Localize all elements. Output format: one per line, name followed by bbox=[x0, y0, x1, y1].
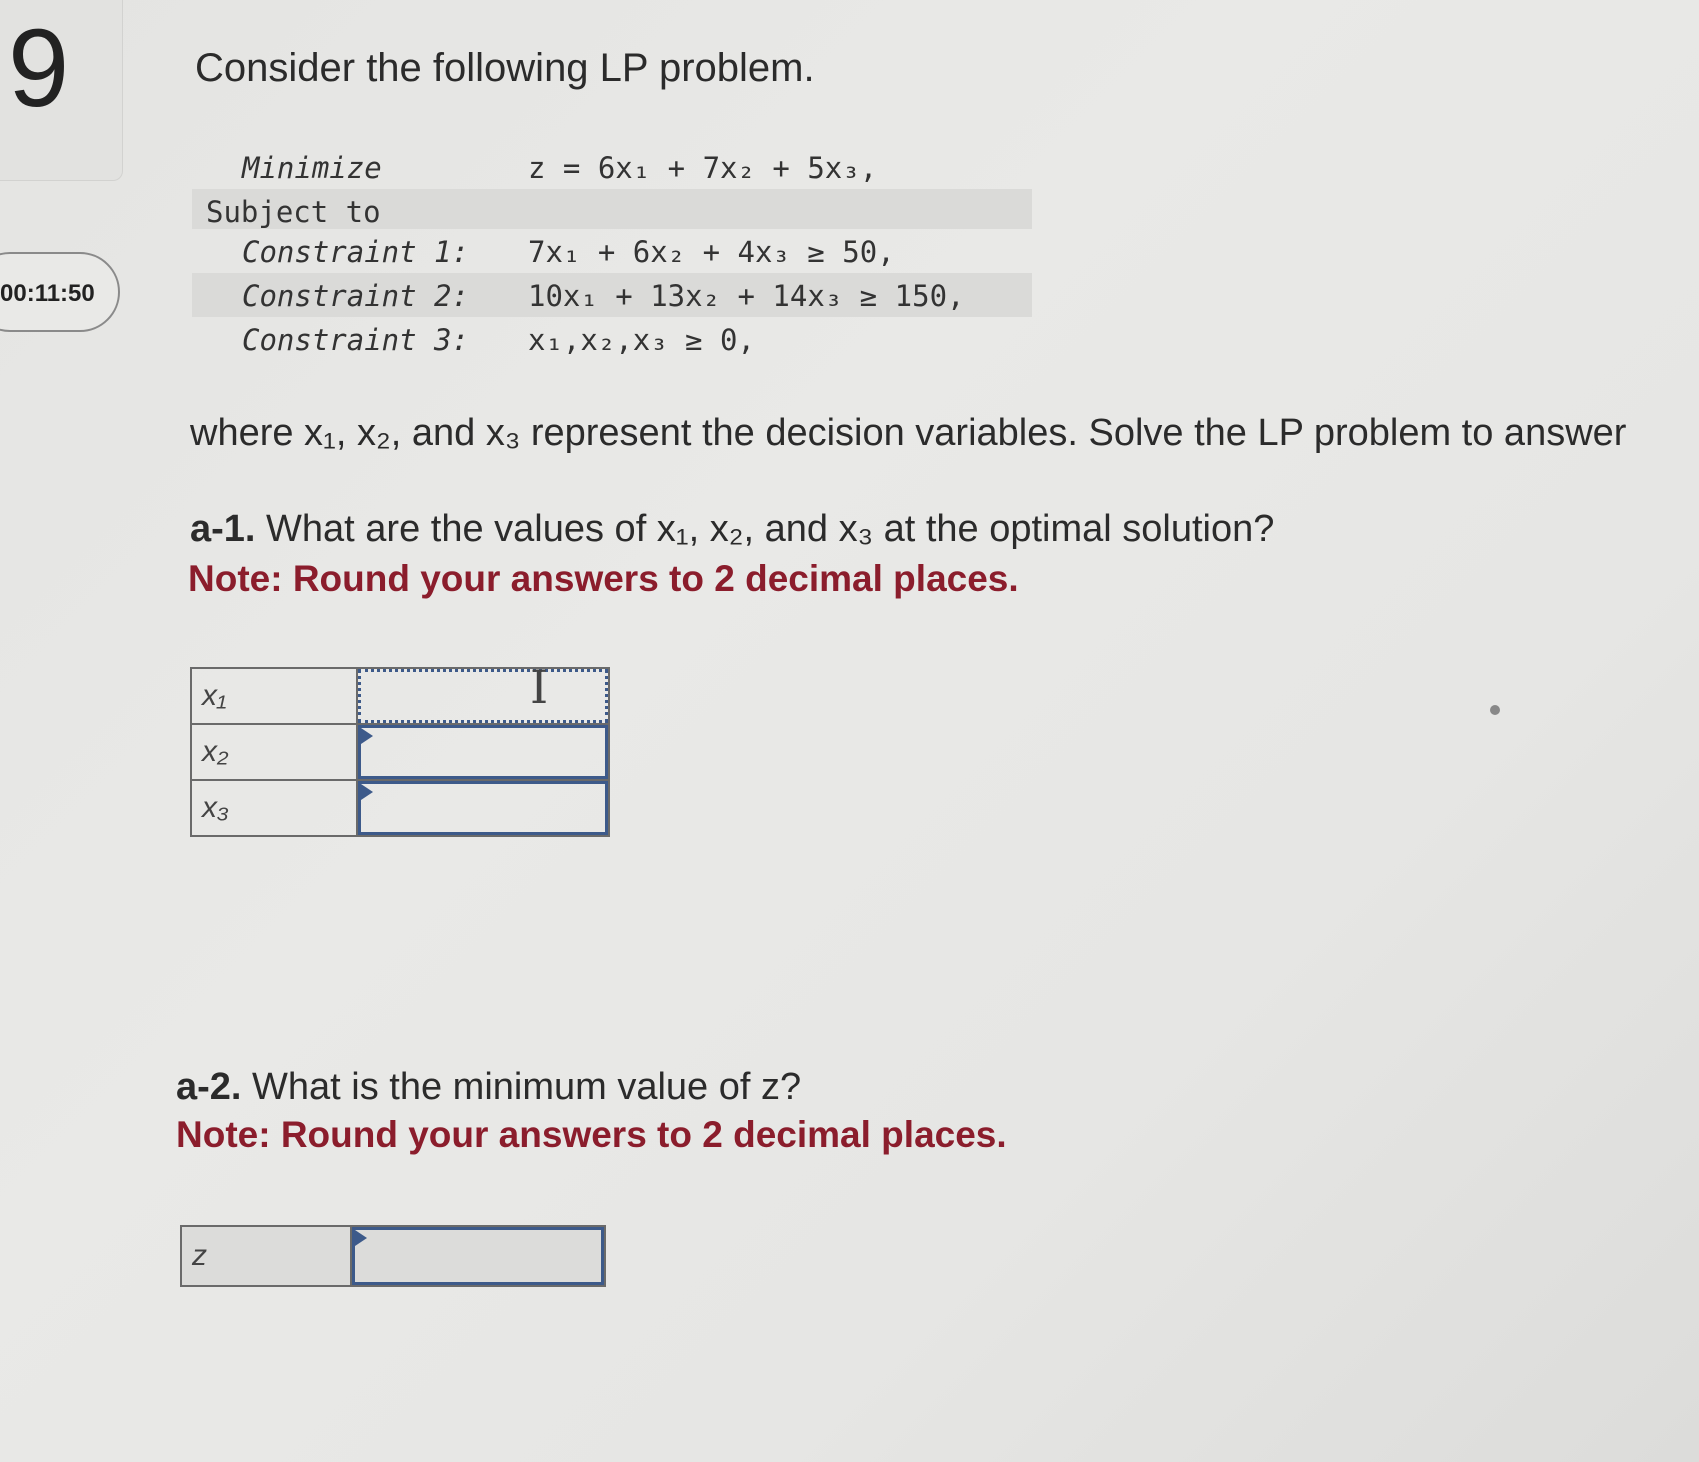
answer-cell bbox=[357, 724, 609, 780]
constraint-expression: 7x₁ + 6x₂ + 4x₃ ≥ 50, bbox=[528, 235, 895, 269]
variable-label: x₁ bbox=[191, 668, 357, 724]
flag-icon bbox=[355, 1230, 367, 1246]
part-a2-question bbox=[176, 1066, 801, 1109]
table-row bbox=[181, 1226, 605, 1286]
lp-formulation bbox=[192, 145, 1032, 361]
z-input[interactable] bbox=[352, 1227, 604, 1285]
constraint-label: Constraint 3: bbox=[242, 323, 469, 357]
screen-dot bbox=[1490, 705, 1500, 715]
problem-description: where x₁, x₂, and x₃ represent the decision variables. Solve the LP problem to answer bbox=[190, 412, 1627, 454]
part-a2-text: What is the minimum value of z? bbox=[241, 1066, 802, 1108]
table-row bbox=[191, 724, 609, 780]
variable-label: x₃ bbox=[191, 780, 357, 836]
timer bbox=[0, 252, 120, 332]
subject-to-label: Subject to bbox=[206, 195, 381, 229]
flag-icon bbox=[361, 784, 373, 800]
table-row bbox=[191, 780, 609, 836]
timer-text: 00:11:50 bbox=[0, 280, 95, 307]
variable-label: z bbox=[181, 1226, 351, 1286]
flag-icon bbox=[361, 728, 373, 744]
constraint-row-2 bbox=[192, 273, 1032, 317]
part-a2-label: a-2. bbox=[176, 1066, 242, 1108]
answer-cell bbox=[351, 1226, 605, 1286]
constraint-expression: x₁,x₂,x₃ ≥ 0, bbox=[528, 323, 755, 357]
variable-label: x₂ bbox=[191, 724, 357, 780]
part-a1-label: a-1. bbox=[190, 508, 256, 550]
x2-input[interactable] bbox=[358, 725, 608, 779]
question-number-panel bbox=[0, 0, 123, 181]
question-number: 9 bbox=[8, 7, 70, 130]
constraint-label: Constraint 2: bbox=[242, 279, 469, 313]
part-a2-note: Note: Round your answers to 2 decimal places. bbox=[176, 1114, 1007, 1155]
answer-cell bbox=[357, 780, 609, 836]
objective-row bbox=[192, 145, 1032, 189]
constraint-label: Constraint 1: bbox=[242, 235, 469, 269]
objective-expression: z = 6x₁ + 7x₂ + 5x₃, bbox=[528, 151, 878, 185]
part-a1-note: Note: Round your answers to 2 decimal places. bbox=[188, 558, 1019, 599]
answer-cell bbox=[357, 668, 609, 724]
question-intro: Consider the following LP problem. bbox=[195, 46, 815, 90]
x3-input[interactable] bbox=[358, 781, 608, 835]
constraint-expression: 10x₁ + 13x₂ + 14x₃ ≥ 150, bbox=[528, 279, 965, 313]
subject-to-row bbox=[192, 189, 1032, 229]
constraint-row-1 bbox=[192, 229, 1032, 273]
objective-label: Minimize bbox=[242, 151, 382, 185]
part-a1-question bbox=[190, 508, 1274, 551]
text-cursor-icon: I bbox=[530, 660, 549, 714]
x1-input[interactable] bbox=[358, 669, 608, 723]
constraint-row-3 bbox=[192, 317, 1032, 361]
part-a1-text: What are the values of x₁, x₂, and x₃ at the optimal solution? bbox=[255, 508, 1275, 550]
a2-answer-table bbox=[180, 1225, 606, 1287]
